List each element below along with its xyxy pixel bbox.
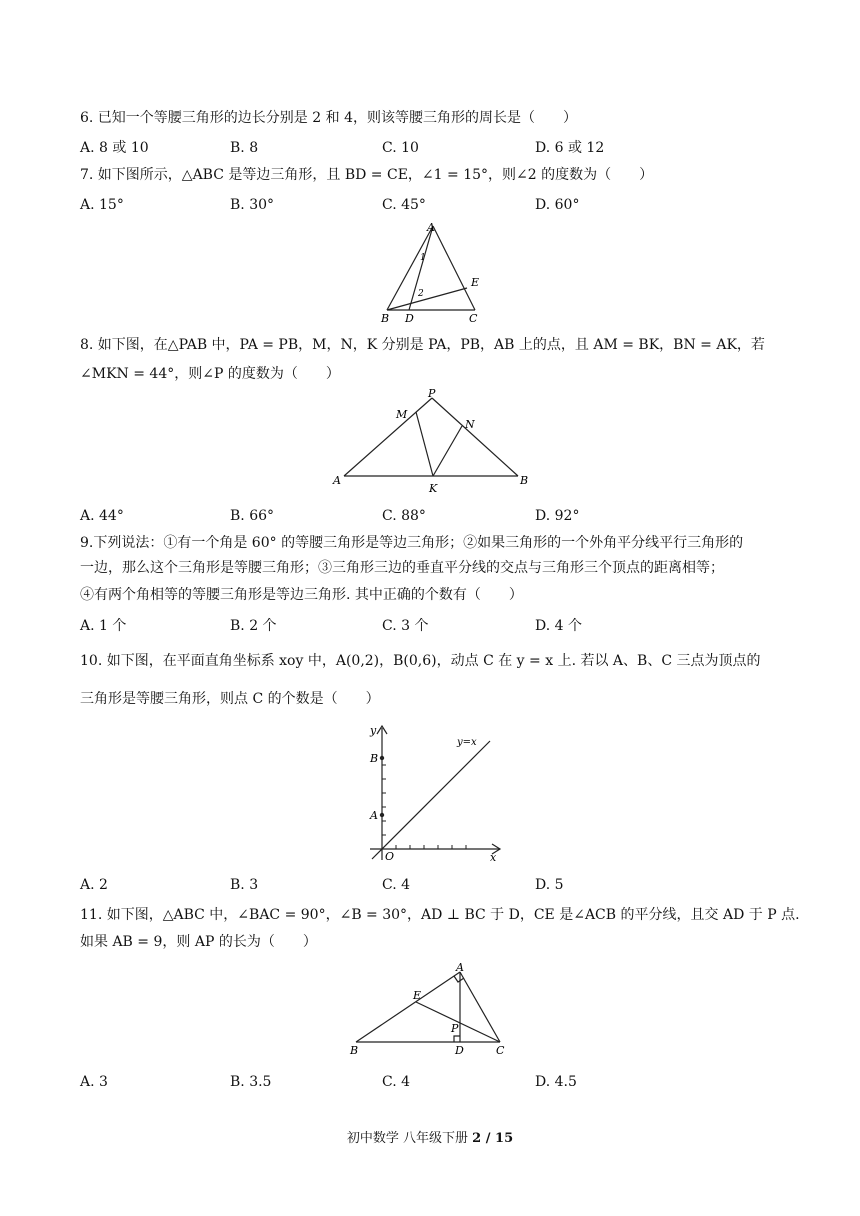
label-y-axis: y — [370, 724, 377, 737]
page-number: 2 / 15 — [472, 1131, 514, 1146]
segment-mk — [416, 412, 433, 476]
option-b[interactable]: B. 2 个 — [230, 618, 277, 634]
label-a: A — [333, 474, 341, 487]
question-10-text-1: 10. 如下图，在平面直角坐标系 xoy 中，A(0,2)，B(0,6)，动点 C 在 y = x 上. 若以 A、B、C 三点为顶点的 — [80, 653, 761, 669]
question-6-options — [80, 138, 780, 158]
question-11-options — [80, 1072, 780, 1092]
label-b: B — [370, 752, 379, 765]
option-b[interactable]: B. 66° — [230, 508, 275, 524]
question-7-figure — [375, 222, 485, 327]
option-a[interactable]: A. 15° — [80, 197, 124, 213]
option-b[interactable]: B. 8 — [230, 140, 259, 156]
question-9-text-2: 一边，那么这个三角形是等腰三角形；③三角形三边的垂直平分线的交点与三角形三个顶点的距离相等； — [80, 560, 724, 576]
side-ab — [387, 226, 433, 310]
question-9-text-1: 9.下列说法：①有一个角是 60° 的等腰三角形是等边三角形；②如果三角形的一个外角平分线平行三角形的 — [80, 535, 744, 551]
label-n: N — [465, 418, 475, 431]
option-b[interactable]: B. 3 — [230, 877, 259, 893]
option-a[interactable]: A. 1 个 — [80, 618, 127, 634]
right-angle-mark-d — [454, 1036, 460, 1042]
option-d[interactable]: D. 60° — [535, 197, 580, 213]
question-9-text-3: ④有两个角相等的等腰三角形是等边三角形. 其中正确的个数有（ ） — [80, 587, 523, 603]
side-pa — [344, 398, 432, 476]
option-a[interactable]: A. 44° — [80, 508, 124, 524]
label-line: y=x — [457, 737, 477, 748]
question-6-text: 6. 已知一个等腰三角形的边长分别是 2 和 4，则该等腰三角形的周长是（ ） — [80, 110, 577, 126]
label-origin: O — [385, 850, 395, 863]
label-a: A — [370, 809, 378, 822]
question-10-figure — [360, 720, 505, 865]
label-x-axis: x — [490, 851, 497, 864]
label-e: E — [413, 989, 422, 1002]
option-d[interactable]: D. 4.5 — [535, 1074, 577, 1090]
option-c[interactable]: C. 4 — [382, 877, 411, 893]
question-7-options — [80, 195, 780, 215]
label-angle-1: 1 — [420, 253, 426, 263]
question-11-figure — [346, 962, 516, 1060]
label-p: P — [451, 1022, 459, 1035]
question-8-figure — [328, 386, 533, 498]
question-9-options — [80, 616, 780, 636]
question-11-text-2: 如果 AB = 9，则 AP 的长为（ ） — [80, 934, 317, 950]
option-d[interactable]: D. 6 或 12 — [535, 140, 605, 156]
footer-text: 初中数学 八年级下册 — [346, 1131, 469, 1146]
label-b: B — [350, 1044, 359, 1057]
option-b[interactable]: B. 3.5 — [230, 1074, 272, 1090]
label-c: C — [469, 312, 478, 325]
point-a — [380, 813, 384, 817]
question-8-text-1: 8. 如下图，在△PAB 中，PA = PB，M，N，K 分别是 PA，PB，AB 上的点，且 AM = BK，BN = AK，若 — [80, 337, 765, 353]
label-c: C — [496, 1044, 505, 1057]
label-p: P — [428, 387, 436, 400]
side-pb — [432, 398, 518, 476]
option-d[interactable]: D. 4 个 — [535, 618, 582, 634]
option-c[interactable]: C. 10 — [382, 140, 419, 156]
line-y-equals-x — [372, 741, 490, 859]
question-10-text-2: 三角形是等腰三角形，则点 C 的个数是（ ） — [80, 691, 380, 707]
option-b[interactable]: B. 30° — [230, 197, 275, 213]
option-c[interactable]: C. 88° — [382, 508, 426, 524]
label-a: A — [427, 222, 435, 234]
option-a[interactable]: A. 2 — [80, 877, 108, 893]
label-angle-2: 2 — [418, 289, 424, 299]
question-11-text-1: 11. 如下图，△ABC 中，∠BAC = 90°，∠B = 30°，AD ⊥ BC 于 D，CE 是∠ACB 的平分线，且交 AD 于 P 点. — [80, 907, 800, 923]
question-8-text-2: ∠MKN = 44°，则∠P 的度数为（ ） — [80, 366, 340, 382]
page-footer — [0, 1130, 860, 1148]
option-d[interactable]: D. 5 — [535, 877, 564, 893]
label-e: E — [471, 276, 480, 289]
label-b: B — [381, 312, 390, 325]
point-b — [380, 756, 384, 760]
label-b: B — [520, 474, 529, 487]
question-10-options — [80, 875, 780, 895]
label-k: K — [429, 482, 438, 495]
option-c[interactable]: C. 45° — [382, 197, 426, 213]
label-d: D — [405, 312, 414, 325]
label-d: D — [455, 1044, 464, 1057]
label-a: A — [456, 962, 464, 974]
side-ac — [433, 226, 475, 310]
option-c[interactable]: C. 4 — [382, 1074, 411, 1090]
side-ac — [460, 972, 500, 1042]
side-ab — [356, 972, 460, 1042]
option-a[interactable]: A. 3 — [80, 1074, 108, 1090]
option-c[interactable]: C. 3 个 — [382, 618, 429, 634]
option-d[interactable]: D. 92° — [535, 508, 580, 524]
question-7-text: 7. 如下图所示，△ABC 是等边三角形，且 BD = CE，∠1 = 15°，则∠2 的度数为（ ） — [80, 167, 654, 183]
segment-nk — [433, 426, 462, 476]
question-8-options — [80, 506, 780, 526]
option-a[interactable]: A. 8 或 10 — [80, 140, 149, 156]
segment-be — [387, 288, 467, 310]
label-m: M — [396, 408, 408, 421]
